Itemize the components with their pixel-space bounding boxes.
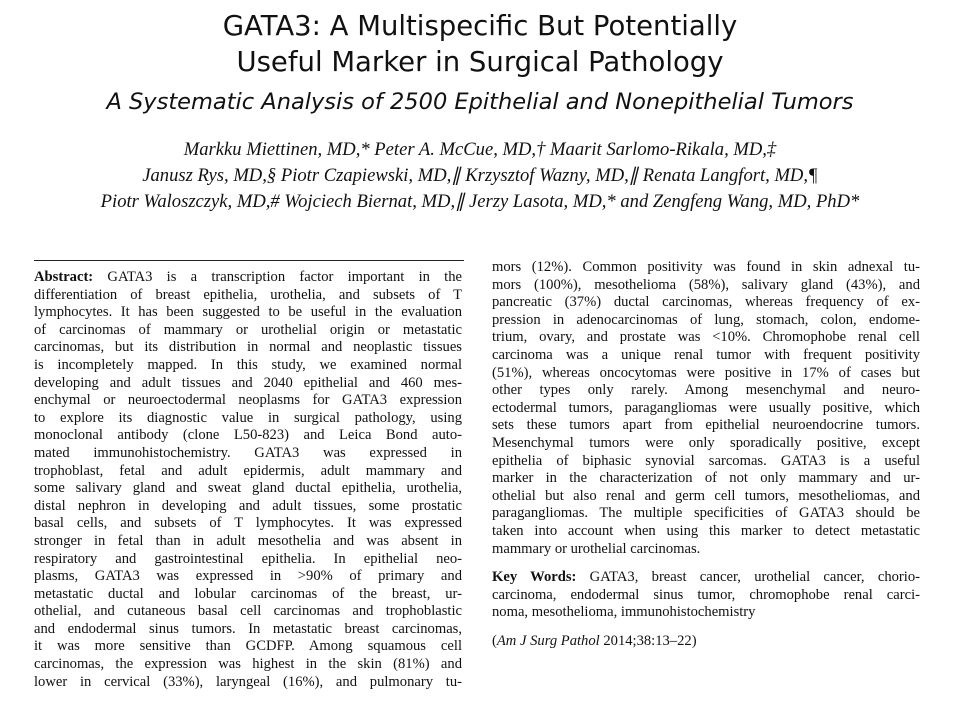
abstract-line: distal nephron in developing and adult tissues, some prostatic <box>34 497 462 514</box>
article-title-line-1: GATA3: A Multispecific But Potentially <box>222 10 738 42</box>
abstract-line: carcinomas, but its distribution in normal and neoplastic tissues <box>34 339 462 356</box>
abstract-label: Abstract: <box>34 269 94 285</box>
abstract-line: ectodermal tumors, paragangliomas were usually positive, which <box>492 399 920 416</box>
key-words-line: carcinoma, endodermal sinus tumor, chromophobe renal carci- <box>492 586 920 603</box>
abstract-line: epithelia of biphasic synovial sarcomas. GATA3 is a useful <box>492 452 920 469</box>
abstract-line: (51%), whereas oncocytomas were positive in 17% of cases but <box>492 364 920 381</box>
abstract-divider <box>34 260 464 261</box>
abstract-line: enchymal or neuroectodermal neoplasms for GATA3 expression <box>34 392 462 409</box>
abstract-line: developing and adult tissues and 2040 epithelial and 460 mes- <box>34 374 462 391</box>
author-list <box>0 137 960 215</box>
abstract-line: taken into account when using this marker to detect metastatic <box>492 522 920 539</box>
abstract-line: othelial but also renal and germ cell tumors, mesotheliomas, and <box>492 487 920 504</box>
abstract-line: paragangliomas. The multiple specificities of GATA3 should be <box>492 505 920 522</box>
abstract-line: mors (100%), mesothelioma (58%), salivary gland (43%), and <box>492 276 920 293</box>
author-line: Markku Miettinen, MD,* Peter A. McCue, MD,† Maarit Sarlomo-Rikala, MD,‡ <box>183 139 777 160</box>
abstract-line: lower in cervical (33%), laryngeal (16%), and pulmonary tu- <box>34 673 462 690</box>
author-line: Janusz Rys, MD,§ Piotr Czapiewski, MD,∥ Krzysztof Wazny, MD,∥ Renata Langfort, MD,¶ <box>142 165 818 186</box>
abstract-line: pression in adenocarcinomas of lung, stomach, colon, endome- <box>492 311 920 328</box>
abstract-line: pancreatic (37%) ductal carcinomas, whereas frequency of ex- <box>492 294 920 311</box>
abstract-line: mammary or urothelial carcinomas. <box>492 540 701 557</box>
abstract-line: other types only rarely. Among mesenchymal and neuro- <box>492 382 920 399</box>
abstract-line: sets these tumors apart from epithelial neuroendocrine tumors. <box>492 417 920 434</box>
abstract-right-column <box>492 259 920 650</box>
abstract-line: othelial, and cutaneous basal cell carcinomas and trophoblastic <box>34 603 462 620</box>
abstract-line: trium, ovary, and prostate was <10%. Chromophobe renal cell <box>492 329 920 346</box>
abstract-left-column <box>34 269 462 691</box>
abstract-line: carcinomas, the expression was highest in the skin (81%) and <box>34 656 462 673</box>
citation: (Am J Surg Pathol 2014;38:13–22) <box>492 632 697 649</box>
article-subtitle: A Systematic Analysis of 2500 Epithelial and Nonepithelial Tumors <box>106 89 854 115</box>
section-gap <box>492 558 920 569</box>
abstract-line: Abstract: GATA3 is a transcription factor important in the <box>34 269 462 285</box>
abstract-line: differentiation of breast epithelia, urothelia, and subsets of T <box>34 286 462 303</box>
abstract-line: respiratory and gastrointestinal epithelia. In epithelial neo- <box>34 550 462 567</box>
abstract-line: lymphocytes. It has been suggested to be useful in the evaluation <box>34 304 462 321</box>
abstract-line: and endodermal sinus tumors. In metastatic breast carcinomas, <box>34 620 462 637</box>
abstract-line: some salivary gland and sweat gland ductal epithelia, urothelia, <box>34 480 462 497</box>
abstract-line: Mesenchymal tumors were only sporadically positive, except <box>492 434 920 451</box>
abstract-line: marker in the characterization of not only mammary and ur- <box>492 470 920 487</box>
abstract-line: mors (12%). Common positivity was found in skin adnexal tu- <box>492 259 920 275</box>
abstract-line: monoclonal antibody (clone L50-823) and Leica Bond auto- <box>34 427 462 444</box>
abstract-line: trophoblast, fetal and adult epidermis, adult mammary and <box>34 462 462 479</box>
abstract-line: is incompletely mapped. In this study, we examined normal <box>34 356 462 373</box>
abstract-line: stronger in fetal than in adult mesothelia and was absent in <box>34 532 462 549</box>
author-line: Piotr Waloszczyk, MD,# Wojciech Biernat, MD,∥ Jerzy Lasota, MD,* and Zengfeng Wang, MD, PhD* <box>100 191 860 212</box>
abstract-line: to explore its diagnostic value in surgical pathology, using <box>34 409 462 426</box>
key-words-line: Key Words: GATA3, breast cancer, urothelial cancer, chorio- <box>492 569 920 586</box>
key-words-label: Key Words: <box>492 569 577 586</box>
abstract-line: it was more sensitive than GCDFP. Among squamous cell <box>34 638 462 655</box>
abstract-line: basal cells, and subsets of T lymphocytes. It was expressed <box>34 515 462 532</box>
key-words-line: noma, mesothelioma, immunohistochemistry <box>492 604 756 621</box>
abstract-line: metastatic ductal and lobular carcinomas of the breast, ur- <box>34 585 462 602</box>
abstract-line: mated immunohistochemistry. GATA3 was expressed in <box>34 444 462 461</box>
abstract-line: of carcinomas of mammary or urothelial origin or metastatic <box>34 321 462 338</box>
section-gap <box>492 622 920 633</box>
article-title-line-2: Useful Marker in Surgical Pathology <box>236 46 724 78</box>
abstract-line: carcinoma was a unique renal tumor with frequent positivity <box>492 346 920 363</box>
journal-name: Am J Surg Pathol <box>496 632 600 649</box>
abstract-line: plasms, GATA3 was expressed in >90% of primary and <box>34 568 462 585</box>
